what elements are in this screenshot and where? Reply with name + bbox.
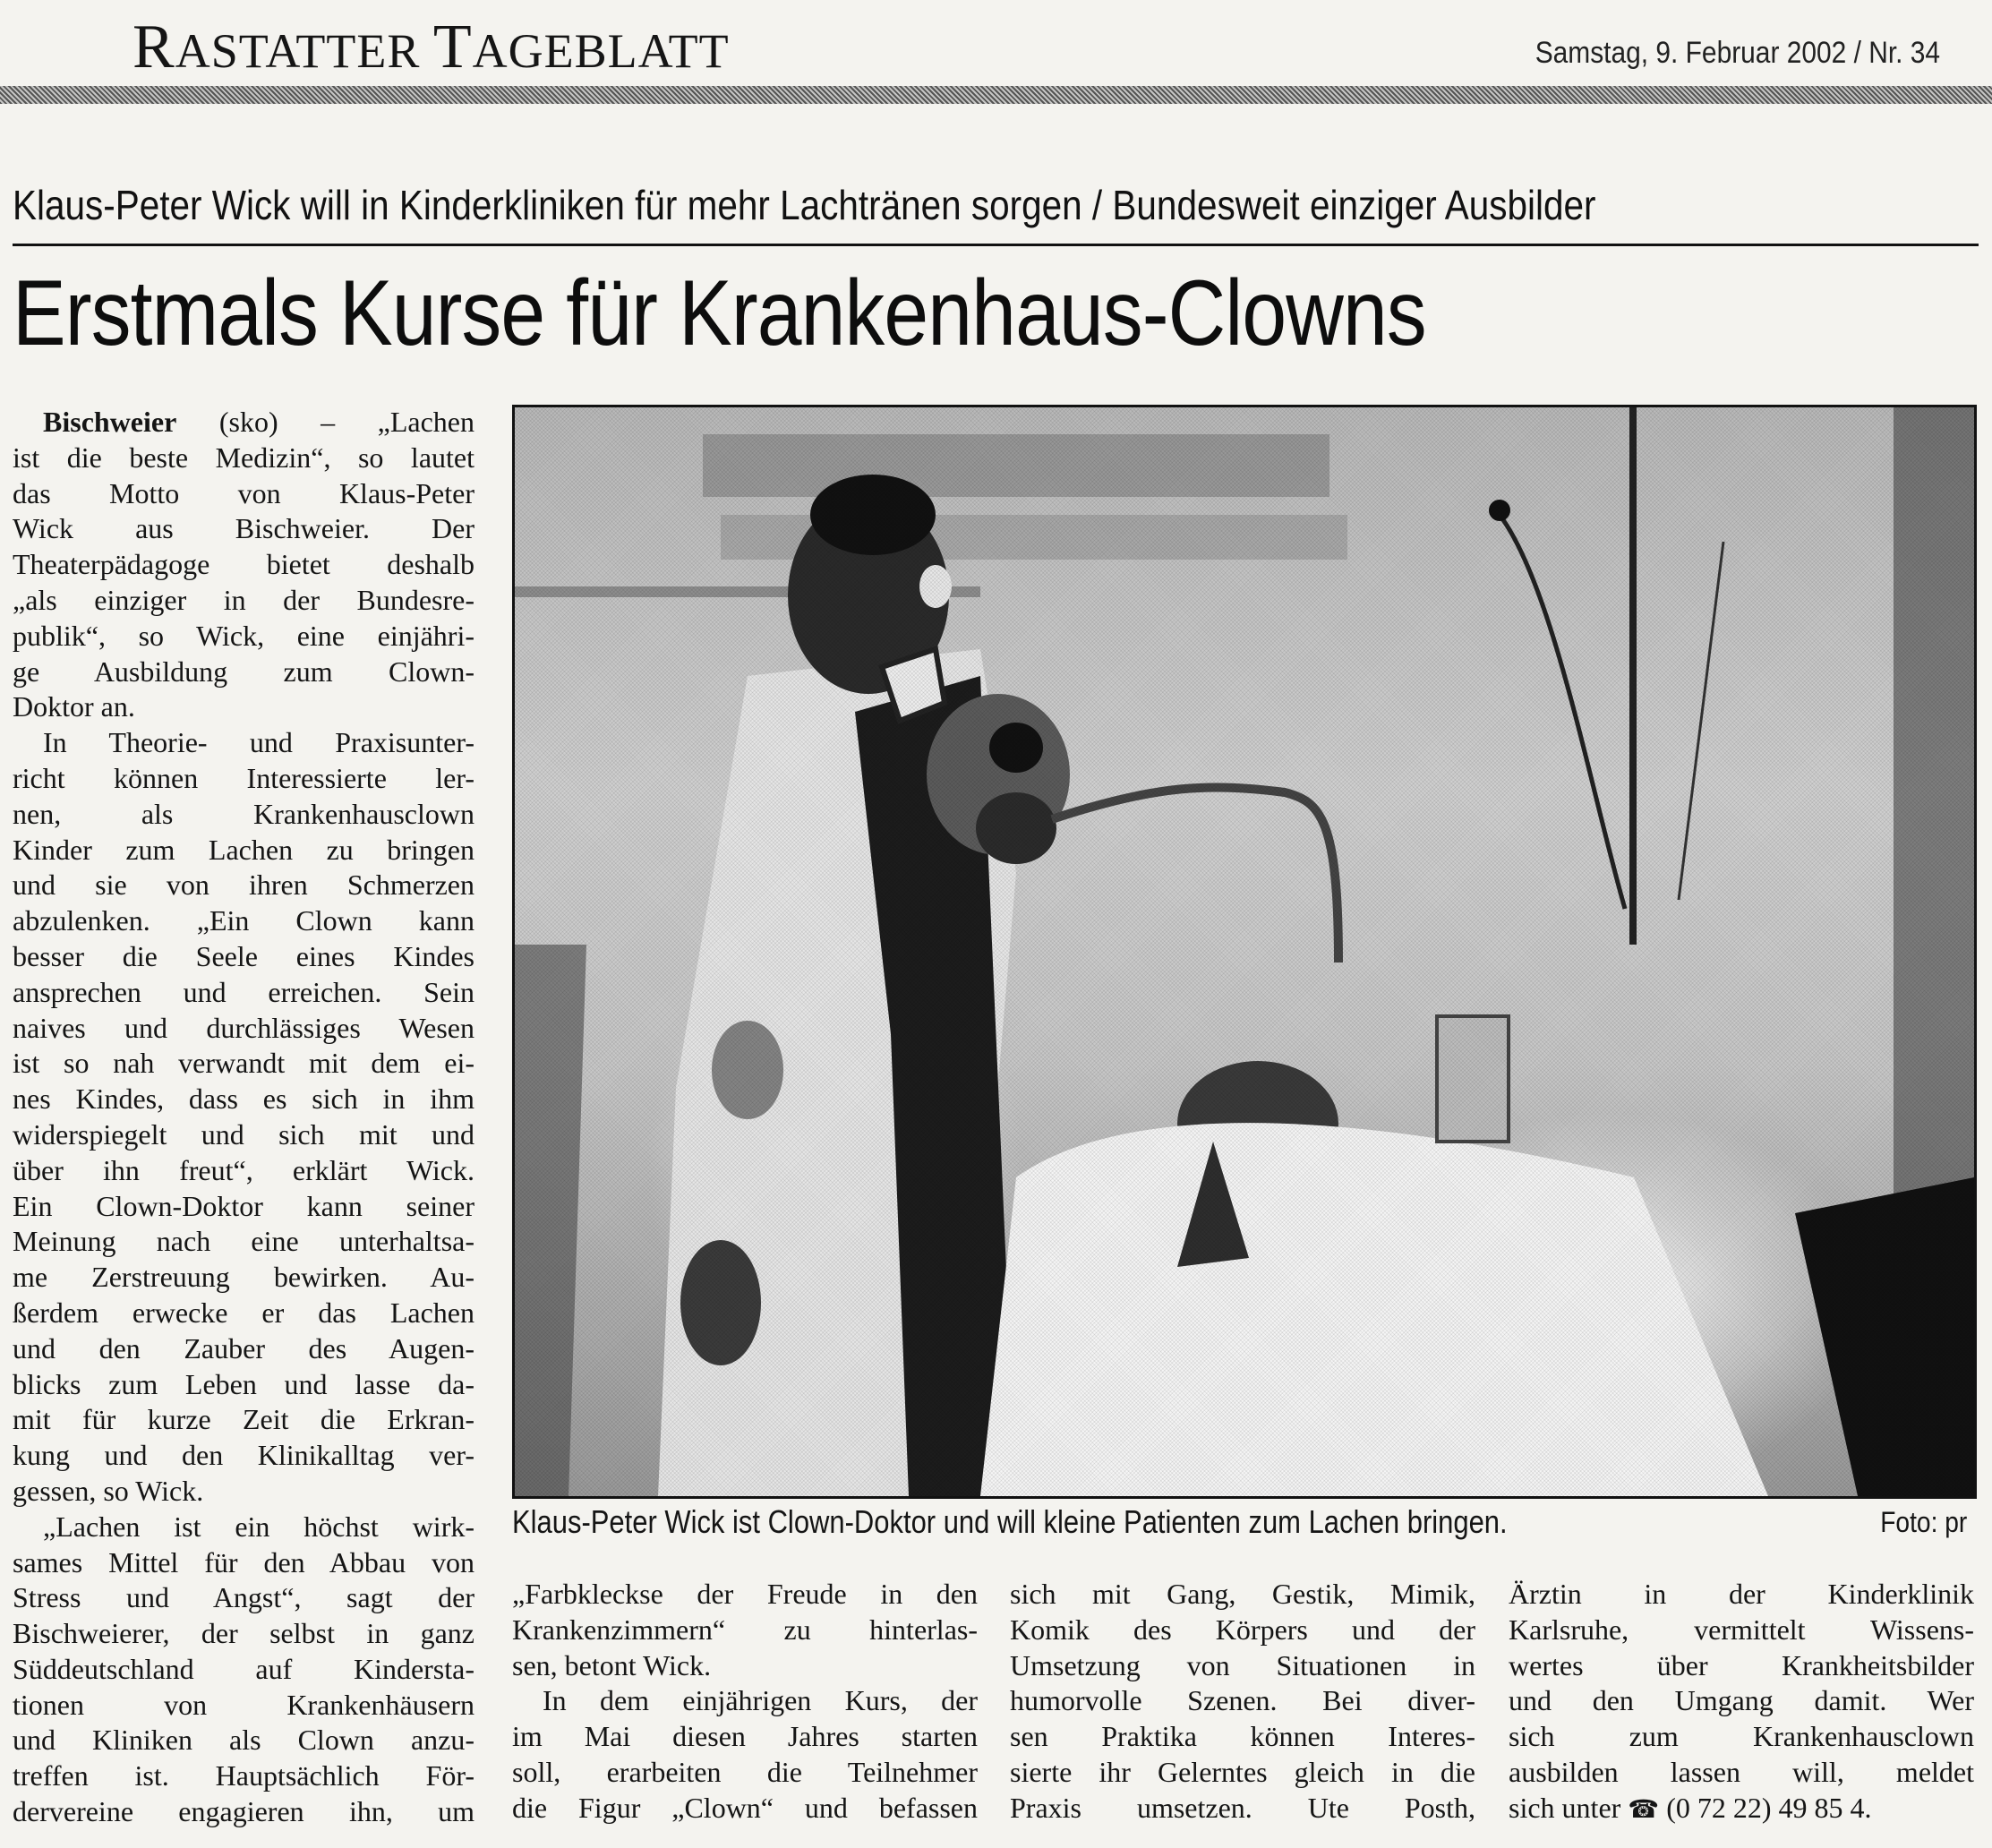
- column-line: blicks zum Leben und lasse da-: [13, 1367, 474, 1400]
- column-line: ansprechen und erreichen. Sein: [13, 975, 474, 1008]
- column-line: sen, betont Wick.: [512, 1648, 712, 1681]
- masthead-rule: [0, 86, 1992, 104]
- masthead-title: [133, 13, 730, 81]
- masthead-title-word-2: AGEBLATT: [472, 24, 730, 78]
- article-column-1: [13, 405, 474, 1830]
- column-line: sich zum Krankenhausclown: [1509, 1720, 1974, 1753]
- column-line: das Motto von Klaus-Peter: [13, 476, 474, 509]
- column-line: humorvolle Szenen. Bei diver-: [1010, 1684, 1475, 1717]
- column-line: treffen ist. Hauptsächlich För-: [13, 1759, 474, 1792]
- column-line: sames Mittel für den Abbau von: [13, 1545, 474, 1578]
- column-line: abzulenken. „Ein Clown kann: [13, 904, 474, 937]
- column-line: über ihn freut“, erklärt Wick.: [13, 1153, 474, 1186]
- photo-credit: Foto: pr: [1879, 1506, 1967, 1538]
- article-column-3: [1010, 1577, 1475, 1827]
- column-line: mit für kurze Zeit die Erkran-: [13, 1403, 474, 1436]
- column-line: nes Kindes, dass es sich in ihm: [13, 1082, 474, 1116]
- column-line: Ärztin in der Kinderklinik: [1509, 1578, 1974, 1610]
- column-line: kung und den Klinikalltag ver-: [13, 1439, 474, 1472]
- dateline: Bischweier: [43, 406, 177, 438]
- column-line: ist so nah verwandt mit dem ei-: [13, 1047, 474, 1080]
- column-line: In dem einjährigen Kurs, der: [543, 1684, 978, 1717]
- column-line: Karlsruhe, vermittelt Wissens-: [1509, 1613, 1974, 1646]
- column-line: „Lachen ist ein höchst wirk-: [43, 1510, 474, 1543]
- column-line: Meinung nach eine unterhaltsa-: [13, 1225, 474, 1258]
- column-line: Stress und Angst“, sagt der: [13, 1581, 474, 1614]
- column-line: dervereine engagieren ihn, um: [13, 1795, 474, 1828]
- kicker-divider: [13, 244, 1979, 246]
- column-line: ist die beste Medizin“, so lautet: [13, 441, 474, 474]
- column-line: Süddeutschland auf Kindersta-: [13, 1652, 474, 1685]
- column-line: tionen von Krankenhäusern: [13, 1688, 474, 1721]
- masthead-title-initial-t: T: [432, 13, 473, 81]
- column-line: nen, als Krankenhausclown: [13, 797, 474, 830]
- column-line: Wick aus Bischweier. Der: [13, 512, 474, 545]
- issue-date: Samstag, 9. Februar 2002 / Nr. 34: [1535, 36, 1940, 70]
- column-line: ge Ausbildung zum Clown-: [13, 654, 474, 688]
- column-line: „als einziger in der Bundesre-: [13, 583, 474, 616]
- column-line: Kinder zum Lachen zu bringen: [13, 833, 474, 866]
- column-line: soll, erarbeiten die Teilnehmer: [512, 1755, 978, 1788]
- column-line: sierte ihr Gelerntes gleich in die: [1010, 1755, 1475, 1788]
- column-line: richt können Interessierte ler-: [13, 761, 474, 794]
- column-line: und den Zauber des Augen-: [13, 1331, 474, 1365]
- contact-line: sich unter ☎ (0 72 22) 49 85 4.: [1509, 1791, 1872, 1824]
- phone-icon: ☎: [1628, 1793, 1660, 1824]
- masthead-title-word-1: ASTATTER: [175, 24, 433, 78]
- phone-number: (0 72 22) 49 85 4.: [1666, 1791, 1872, 1824]
- column-line: Ein Clown-Doktor kann seiner: [13, 1189, 474, 1222]
- article-column-2: [512, 1577, 978, 1827]
- article-headline: Erstmals Kurse für Krankenhaus-Clowns: [13, 261, 1426, 365]
- masthead-title-initial-r: R: [133, 13, 175, 81]
- article-column-4: [1509, 1577, 1974, 1827]
- column-line: und sie von ihren Schmerzen: [13, 868, 474, 902]
- column-line: naives und durchlässiges Wesen: [13, 1011, 474, 1044]
- photo-caption: Klaus-Peter Wick ist Clown-Doktor und will kleine Patienten zum Lachen bringen.: [512, 1503, 1508, 1540]
- column-line: Doktor an.: [13, 690, 135, 723]
- column-line: Krankenzimmern“ zu hinterlas-: [512, 1613, 978, 1646]
- column-line: und Kliniken als Clown anzu-: [13, 1724, 474, 1757]
- column-line: ßerdem erwecke er das Lachen: [13, 1296, 474, 1329]
- column-line: sen Praktika können Interes-: [1010, 1720, 1475, 1753]
- column-line: „Farbkleckse der Freude in den: [512, 1578, 978, 1610]
- column-line: im Mai diesen Jahres starten: [512, 1720, 978, 1753]
- column-line: Bischweier (sko) – „Lachen: [43, 406, 475, 438]
- column-line: In Theorie- und Praxisunter-: [43, 726, 474, 759]
- clown-doctor-photo-illustration: [515, 407, 1974, 1496]
- column-line: gessen, so Wick.: [13, 1474, 204, 1507]
- column-line: wertes über Krankheitsbilder: [1509, 1648, 1974, 1681]
- column-line: widerspiegelt und sich mit und: [13, 1117, 474, 1151]
- column-line: Umsetzung von Situationen in: [1010, 1648, 1475, 1681]
- column-line: ausbilden lassen will, meldet: [1509, 1755, 1974, 1788]
- column-line: besser die Seele eines Kindes: [13, 939, 474, 972]
- column-line: publik“, so Wick, eine einjähri-: [13, 619, 474, 652]
- column-line: Komik des Körpers und der: [1010, 1613, 1475, 1646]
- column-line: Bischweierer, der selbst in ganz: [13, 1617, 474, 1650]
- column-line: und den Umgang damit. Wer: [1509, 1684, 1974, 1717]
- article-photo: [512, 405, 1977, 1499]
- column-line: Praxis umsetzen. Ute Posth,: [1010, 1791, 1475, 1824]
- column-line: die Figur „Clown“ und befassen: [512, 1791, 978, 1824]
- column-line: sich mit Gang, Gestik, Mimik,: [1010, 1578, 1475, 1610]
- column-line: Theaterpädagoge bietet deshalb: [13, 548, 474, 581]
- column-line: me Zerstreuung bewirken. Au-: [13, 1261, 474, 1294]
- article-kicker: Klaus-Peter Wick will in Kinderkliniken für mehr Lachtränen sorgen / Bundesweit einziger Ausbilder: [13, 182, 1596, 228]
